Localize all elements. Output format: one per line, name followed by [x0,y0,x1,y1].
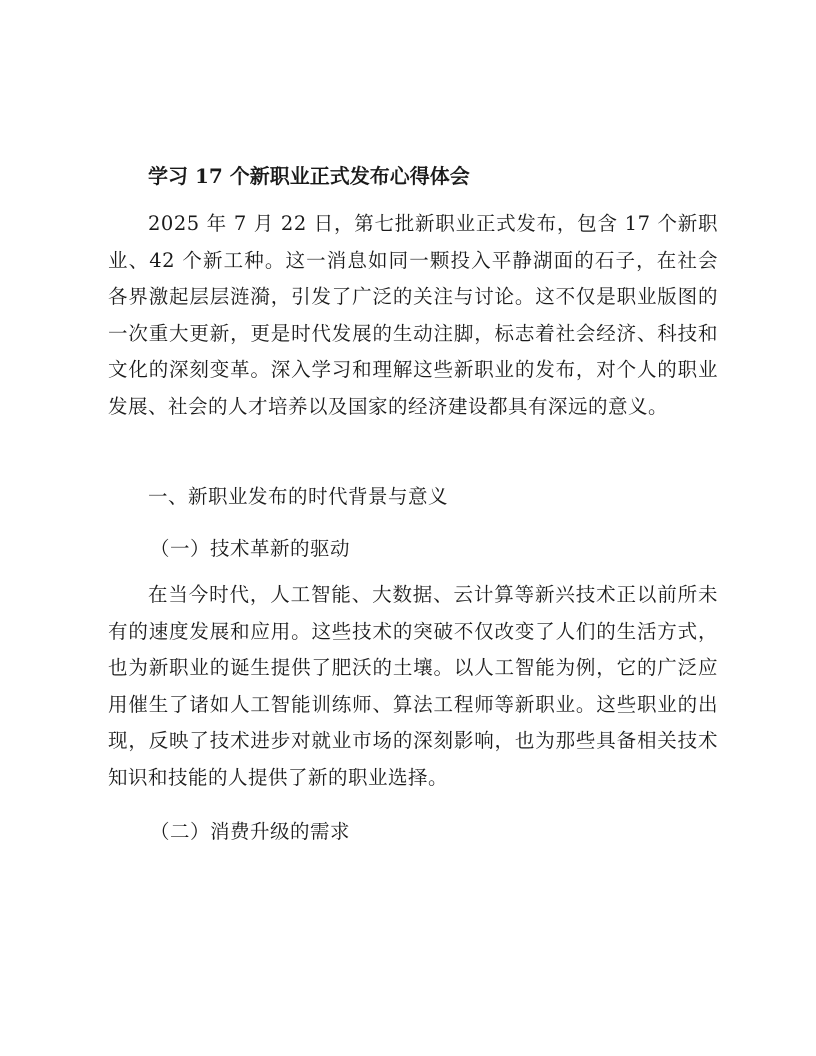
subsection-heading: （二）消费升级的需求 [150,820,351,843]
intro-paragraph: 2025 年 7 月 22 日，第七批新职业正式发布，包含 17 个新职业、42 个新工种。这一消息如同一颗投入平静湖面的石子，在社会各界激起层层涟漪，引发了广泛的关注与讨论。这不仅是职业版图的一次重大更新，更是时代发展的生动注脚，标志着社会经济、科技和文化的深刻变革。深入学习和理解这些新职业的发布，对个人的职业发展、社会的人才培养以及国家的经济建设都具有深远的意义。 [108,212,718,418]
section-heading: 一、新职业发布的时代背景与意义 [148,485,449,508]
subsection-heading: （一）技术革新的驱动 [150,537,351,560]
body-paragraph: 在当今时代，人工智能、大数据、云计算等新兴技术正以前所未有的速度发展和应用。这些技术的突破不仅改变了人们的生活方式，也为新职业的诞生提供了肥沃的土壤。以人工智能为例，它的广泛应用催生了诸如人工智能训练师、算法工程师等新职业。这些职业的出现，反映了技术进步对就业市场的深刻影响，也为那些具备相关技术知识和技能的人提供了新的职业选择。 [108,583,718,789]
document-title: 学习 17 个新职业正式发布心得体会 [148,164,470,188]
